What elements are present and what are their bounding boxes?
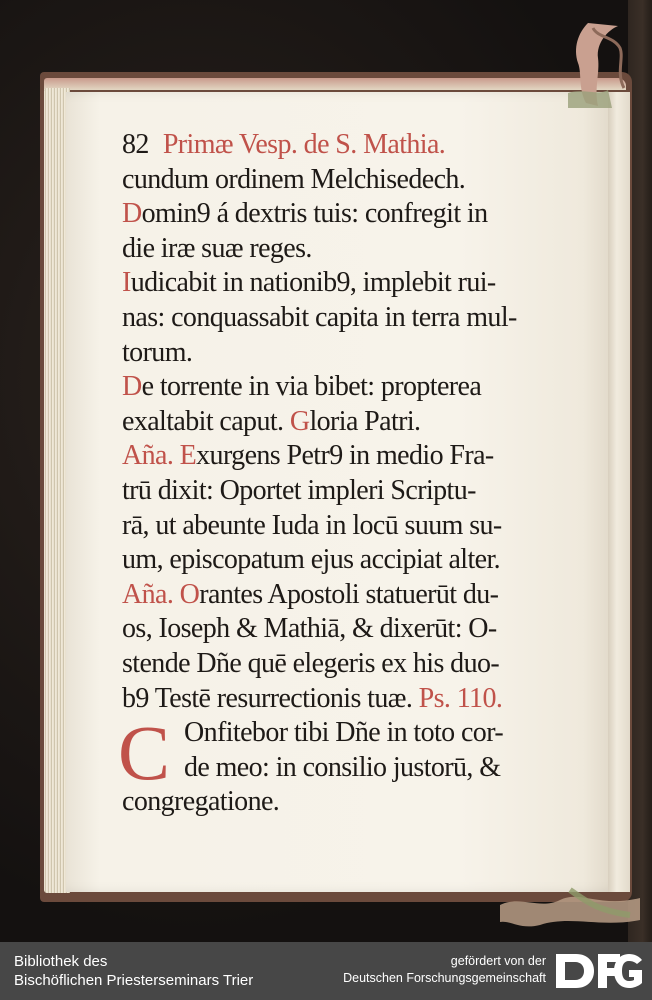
last-line: congregatione. (122, 786, 280, 818)
text-line (122, 578, 612, 613)
page-number: 82 (122, 129, 149, 160)
text-line (122, 163, 612, 198)
text-line (122, 266, 612, 301)
ink-text: die iræ suæ reges. (122, 232, 312, 264)
dropcap-line-1: Onfitebor tibi Dñe in toto cor- (184, 717, 504, 749)
text-line (122, 439, 612, 474)
ink-text: nas: conquassabit capita in terra mul- (122, 301, 517, 333)
running-head-title: Primæ Vesp. de S. Mathia. (162, 129, 446, 160)
dropcap-line-2: de meo: in consilio justorū, & (184, 751, 501, 783)
text-line (122, 370, 612, 405)
ink-text: stende Dñe quē elegeris ex his duo- (122, 647, 500, 679)
bookmark-ribbon (568, 18, 628, 108)
ink-text: b9 Testē resurrectionis tuæ. (122, 682, 419, 714)
dfg-logo (554, 952, 644, 990)
footer-bar (0, 942, 652, 1000)
bottom-ribbon (500, 880, 640, 930)
rubric-text: D (122, 371, 142, 403)
page-text (118, 128, 612, 820)
funding-line-2: Deutschen Forschungsgemeinschaft (343, 971, 546, 985)
library-name-line-1: Bibliothek des (14, 953, 108, 970)
ink-text: um, episcopatum ejus accipiat alter. (122, 544, 501, 576)
ink-text: rantes Apostoli statuerūt du- (199, 578, 499, 610)
running-head (122, 128, 612, 163)
rubric-text: I (122, 267, 131, 299)
ink-text: os, Ioseph & Mathiā, & dixerūt: O- (122, 613, 497, 645)
psalm-incipit (118, 709, 612, 797)
ink-text: omin9 á dextris tuis: confregit in (141, 198, 488, 230)
text-line (122, 336, 612, 371)
ink-text: xurgens Petr9 in medio Fra- (196, 440, 494, 472)
rubric-text: D (122, 198, 142, 230)
text-line (122, 301, 612, 336)
text-line (122, 543, 612, 578)
ink-text: exaltabit caput. (122, 405, 290, 437)
library-name-line-2: Bischöflichen Priesterseminars Trier (14, 972, 254, 989)
text-line (122, 612, 612, 647)
text-line (122, 232, 612, 267)
text-line (122, 405, 612, 440)
funding-line-1: gefördert von der (450, 954, 546, 968)
ink-text: udicabit in nationib9, implebit rui- (130, 267, 496, 299)
text-line (122, 197, 612, 232)
text-line (122, 509, 612, 544)
rubric-text: Ps. 110. (418, 682, 503, 714)
text-line (122, 647, 612, 682)
rubric-text: Aña. O (122, 578, 200, 610)
ink-text: e torrente in via bibet: propterea (141, 371, 482, 403)
ink-text: cundum ordinem Melchisedech. (122, 163, 466, 195)
text-line (122, 474, 612, 509)
drop-capital: C (118, 709, 170, 797)
text-line (122, 682, 612, 717)
ink-text: trū dixit: Oportet impleri Scriptu- (122, 474, 476, 506)
ink-text: rā, ut abeunte Iuda in locū suum su- (122, 509, 502, 541)
book-top-edge (44, 78, 626, 90)
rubric-text: Añа. E (122, 440, 197, 472)
rubric-text: G (289, 405, 310, 437)
psalm-lines (122, 163, 612, 717)
ink-text: loria Patri. (309, 405, 421, 437)
ink-text: torum. (122, 336, 193, 368)
